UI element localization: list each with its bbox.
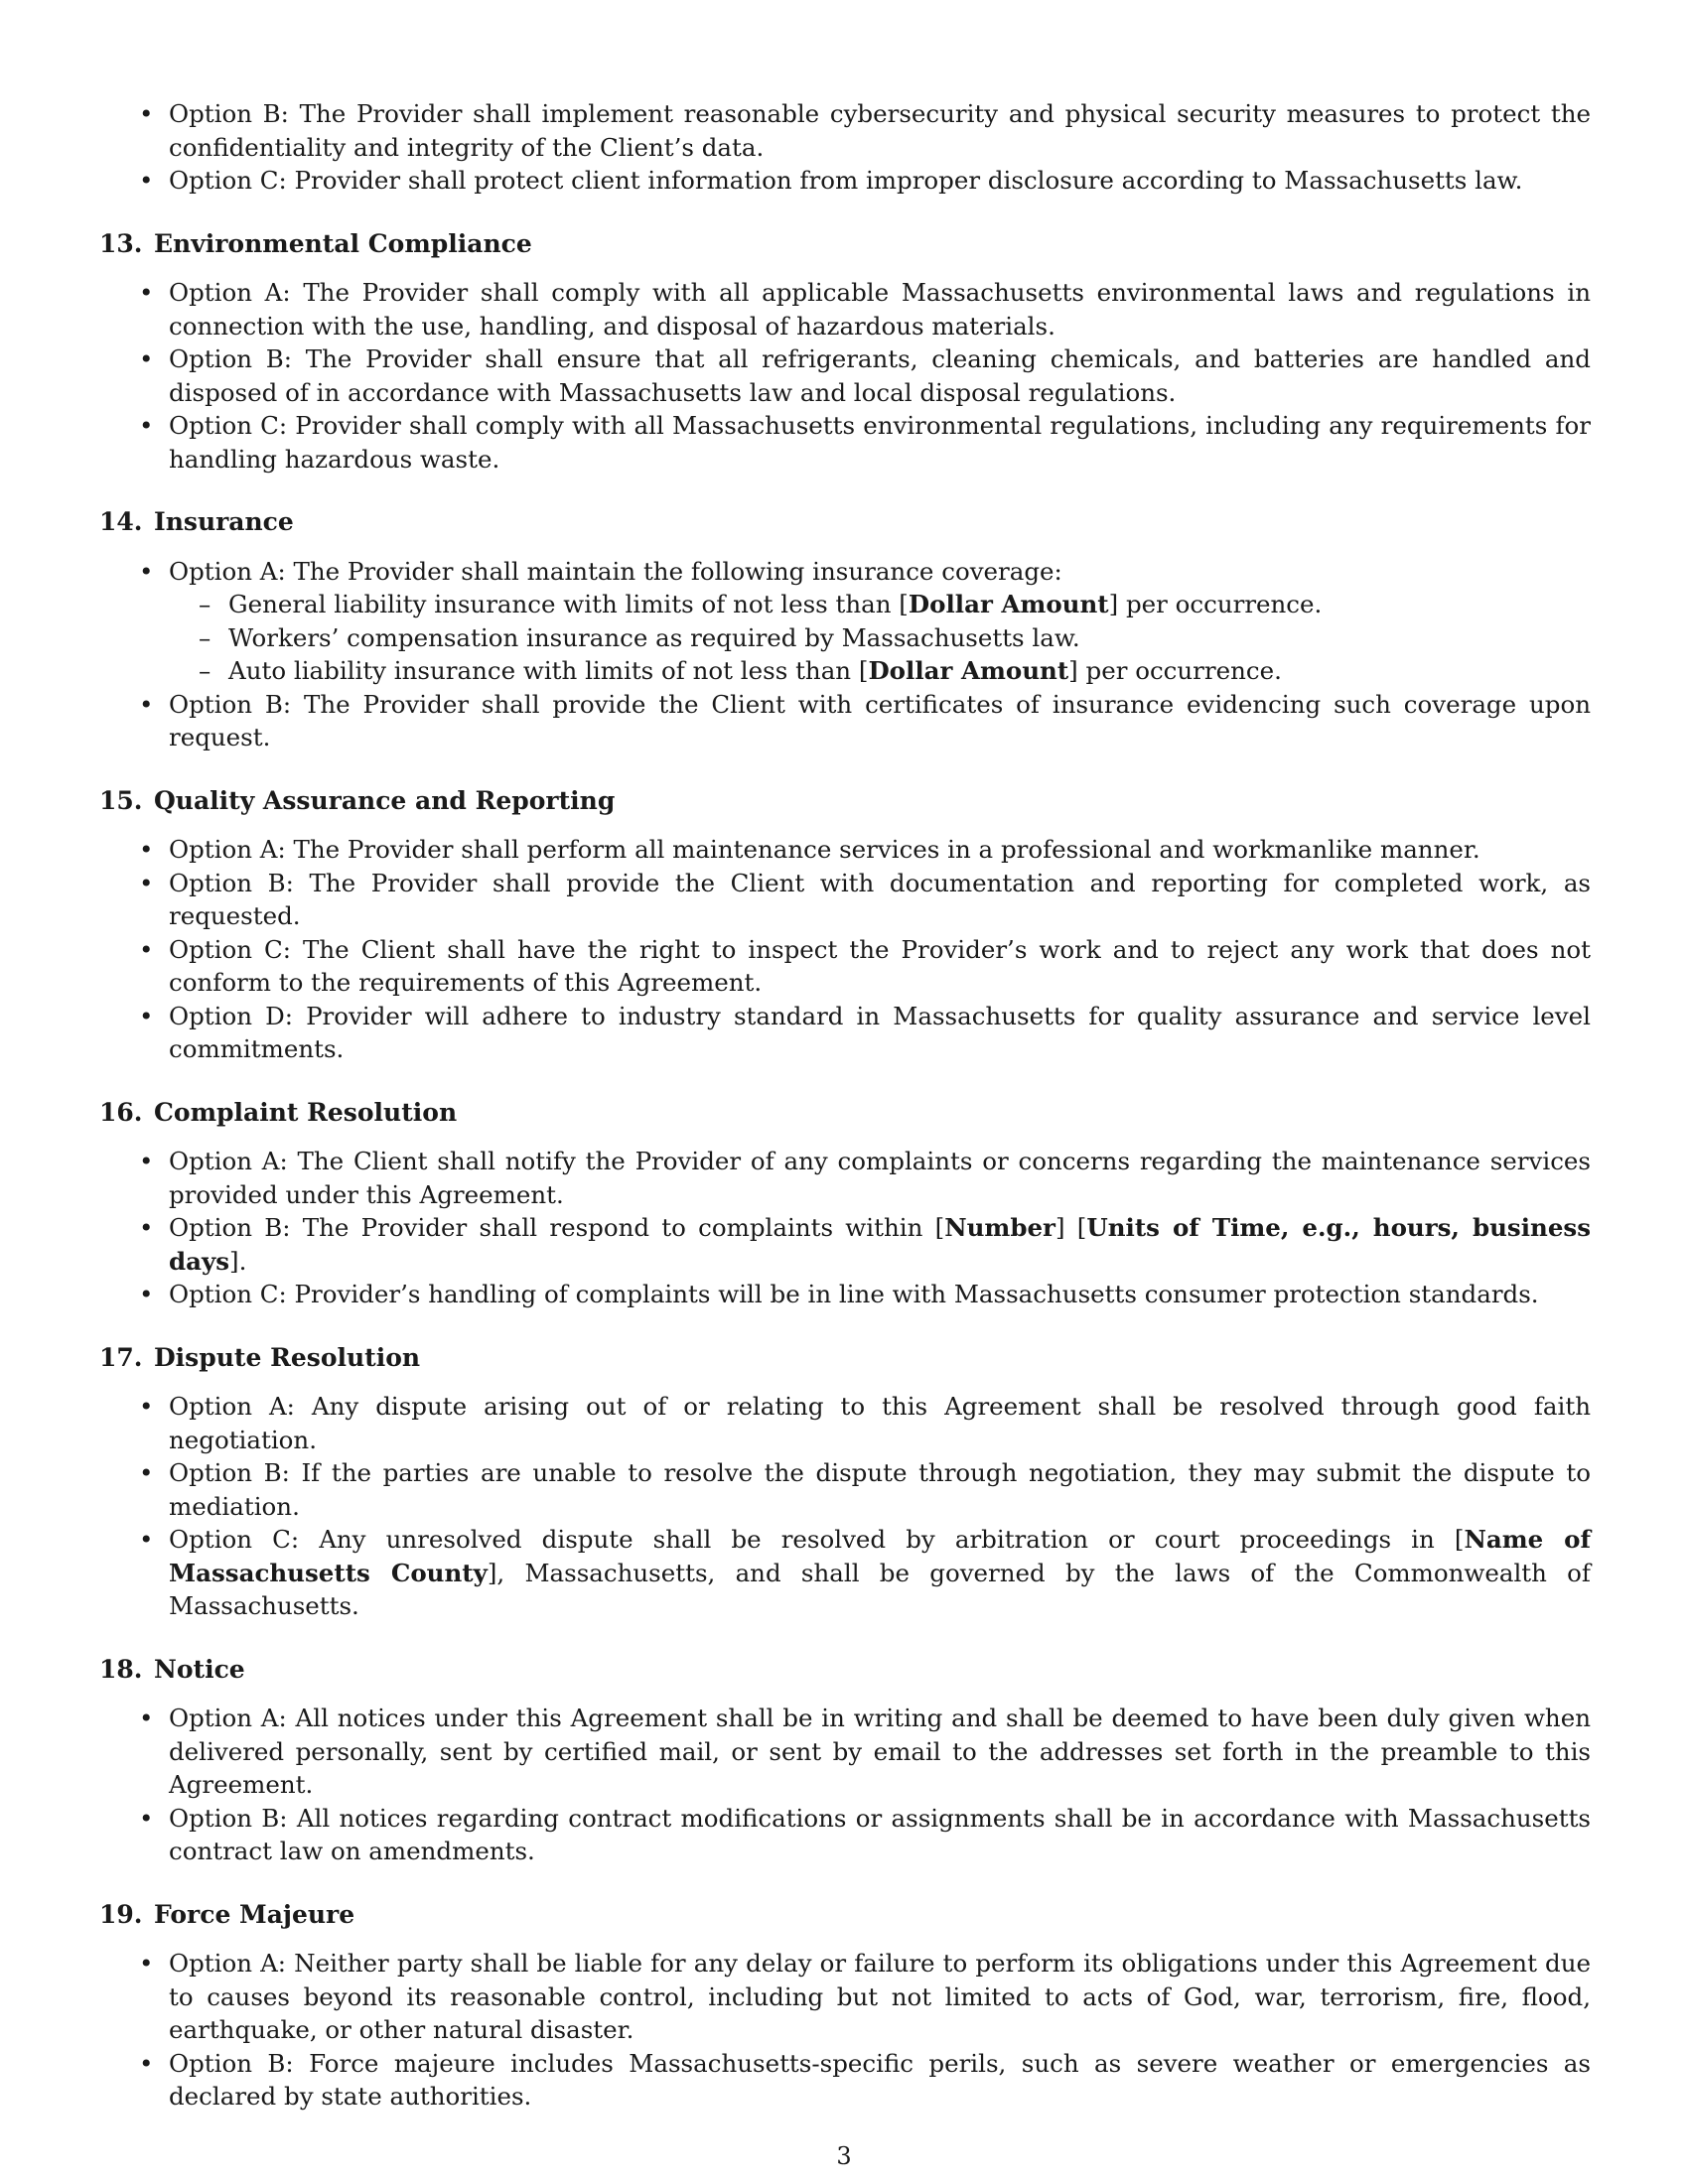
section-15-heading bbox=[99, 784, 1591, 818]
section-15-option-d: • Option D: Provider will adhere to industry standard in Massachusetts for quality assurance and service level commitments. bbox=[99, 1000, 1591, 1066]
section-17-options bbox=[99, 1390, 1591, 1623]
section-17-option-b: • Option B: If the parties are unable to resolve the dispute through negotiation, they may submit the dispute to mediation. bbox=[99, 1456, 1591, 1523]
section-13-options bbox=[99, 276, 1591, 476]
section-16-options bbox=[99, 1145, 1591, 1311]
section-17-option-c-suffix: ], Massachusetts, and shall be governed by the laws of the Commonwealth of Massachusetts. bbox=[169, 1558, 1591, 1620]
section-13-heading bbox=[99, 227, 1591, 261]
section-17-heading bbox=[99, 1341, 1591, 1375]
section-14 bbox=[99, 505, 1591, 754]
section-18-title: Notice bbox=[154, 1654, 245, 1684]
general-liability-placeholder: Dollar Amount bbox=[908, 590, 1109, 618]
section-14-heading bbox=[99, 505, 1591, 539]
section-16-option-b-mid: ] [ bbox=[1055, 1213, 1087, 1242]
section-18 bbox=[99, 1653, 1591, 1868]
section-14-options bbox=[99, 555, 1591, 754]
auto-liability-placeholder: Dollar Amount bbox=[868, 656, 1069, 685]
section-19-options bbox=[99, 1947, 1591, 2114]
section-16-title: Complaint Resolution bbox=[154, 1097, 458, 1127]
time-units-placeholder: Units of Time, e.g., hours, business days bbox=[169, 1213, 1591, 1276]
section-15-title: Quality Assurance and Reporting bbox=[154, 785, 616, 815]
section-15-number: 15. bbox=[99, 785, 143, 815]
number-placeholder: Number bbox=[944, 1213, 1055, 1242]
section-18-heading bbox=[99, 1653, 1591, 1687]
section-14-number: 14. bbox=[99, 507, 143, 536]
county-placeholder: Name of Massachusetts County bbox=[169, 1525, 1591, 1587]
section-15-option-b: • Option B: The Provider shall provide the Client with documentation and reporting for completed work, as requested. bbox=[99, 867, 1591, 933]
section-17-number: 17. bbox=[99, 1342, 143, 1372]
section-16-option-b-suffix: ]. bbox=[229, 1246, 247, 1276]
section-13-option-a: • Option A: The Provider shall comply with all applicable Massachusetts environmental laws and regulations in connection with the use, handling, and disposal of hazardous materials. bbox=[99, 276, 1591, 342]
section-18-options bbox=[99, 1702, 1591, 1868]
insurance-coverage-list bbox=[169, 588, 1591, 688]
document-page bbox=[99, 97, 1591, 2143]
section-14-option-a-text: Option A: The Provider shall maintain the following insurance coverage: bbox=[169, 556, 1062, 586]
section-16-option-b-text: Option B: The Provider shall respond to complaints within [ bbox=[169, 1213, 945, 1242]
section-15 bbox=[99, 784, 1591, 1066]
section-17-option-c bbox=[99, 1523, 1591, 1623]
section-17 bbox=[99, 1341, 1591, 1623]
section-13 bbox=[99, 227, 1591, 477]
section-16-option-c: • Option C: Provider’s handling of complaints will be in line with Massachusetts consumer protection standards. bbox=[99, 1278, 1591, 1311]
section-13-option-b: • Option B: The Provider shall ensure that all refrigerants, cleaning chemicals, and batteries are handled and disposed of in accordance with Massachusetts law and local disposal regulations. bbox=[99, 342, 1591, 409]
section-19 bbox=[99, 1898, 1591, 2114]
section-12-option-b: • Option B: The Provider shall implement reasonable cybersecurity and physical security measures to protect the confidentiality and integrity of the Client’s data. bbox=[99, 97, 1591, 164]
section-12-option-c: • Option C: Provider shall protect client information from improper disclosure according to Massachusetts law. bbox=[99, 164, 1591, 198]
auto-liability-suffix: ] per occurrence. bbox=[1068, 656, 1282, 685]
section-16 bbox=[99, 1096, 1591, 1311]
section-15-option-c: • Option C: The Client shall have the right to inspect the Provider’s work and to reject any work that does not conform to the requirements of this Agreement. bbox=[99, 933, 1591, 1000]
section-13-number: 13. bbox=[99, 228, 143, 258]
general-liability-suffix: ] per occurrence. bbox=[1108, 590, 1323, 618]
section-18-number: 18. bbox=[99, 1654, 143, 1684]
section-15-options bbox=[99, 833, 1591, 1066]
section-14-title: Insurance bbox=[154, 507, 294, 536]
section-12-continued bbox=[99, 97, 1591, 198]
section-14-option-b: • Option B: The Provider shall provide the Client with certificates of insurance evidencing such coverage upon request. bbox=[99, 688, 1591, 754]
section-16-number: 16. bbox=[99, 1097, 143, 1127]
general-liability-text: General liability insurance with limits of not less than [ bbox=[228, 590, 909, 618]
section-13-option-c: • Option C: Provider shall comply with all Massachusetts environmental regulations, including any requirements for handling hazardous waste. bbox=[99, 409, 1591, 476]
section-19-number: 19. bbox=[99, 1899, 143, 1929]
section-18-option-b: • Option B: All notices regarding contract modifications or assignments shall be in accordance with Massachusetts contract law on amendments. bbox=[99, 1802, 1591, 1868]
section-19-heading bbox=[99, 1898, 1591, 1932]
section-19-option-b: • Option B: Force majeure includes Massachusetts-specific perils, such as severe weather or emergencies as declared by state authorities. bbox=[99, 2047, 1591, 2114]
section-19-title: Force Majeure bbox=[154, 1899, 355, 1929]
section-15-option-a: • Option A: The Provider shall perform all maintenance services in a professional and workmanlike manner. bbox=[99, 833, 1591, 867]
section-16-option-a: • Option A: The Client shall notify the Provider of any complaints or concerns regarding the maintenance services provided under this Agreement. bbox=[99, 1145, 1591, 1211]
auto-liability-item bbox=[169, 654, 1591, 688]
auto-liability-text: Auto liability insurance with limits of not less than [ bbox=[228, 656, 869, 685]
section-17-option-a: • Option A: Any dispute arising out of or relating to this Agreement shall be resolved through good faith negotiation. bbox=[99, 1390, 1591, 1456]
section-17-option-c-text: Option C: Any unresolved dispute shall be resolved by arbitration or court proceedings in [ bbox=[169, 1525, 1465, 1554]
section-17-title: Dispute Resolution bbox=[154, 1342, 421, 1372]
section-18-option-a: • Option A: All notices under this Agreement shall be in writing and shall be deemed to have been duly given when delivered personally, sent by certified mail, or sent by email to the addresses set forth in the preamble to this Agreement. bbox=[99, 1702, 1591, 1802]
general-liability-item bbox=[169, 588, 1591, 621]
page-number: 3 bbox=[836, 2142, 852, 2170]
section-13-title: Environmental Compliance bbox=[154, 228, 532, 258]
section-16-option-b bbox=[99, 1211, 1591, 1278]
section-14-option-a bbox=[99, 555, 1591, 688]
section-12-options bbox=[99, 97, 1591, 198]
section-16-heading bbox=[99, 1096, 1591, 1130]
section-19-option-a: • Option A: Neither party shall be liable for any delay or failure to perform its obligations under this Agreement due to causes beyond its reasonable control, including but not limited to acts of God, war, terrorism, fire, flood, earthquake, or other natural disaster. bbox=[99, 1947, 1591, 2047]
workers-comp-item: – Workers’ compensation insurance as required by Massachusetts law. bbox=[169, 621, 1591, 655]
